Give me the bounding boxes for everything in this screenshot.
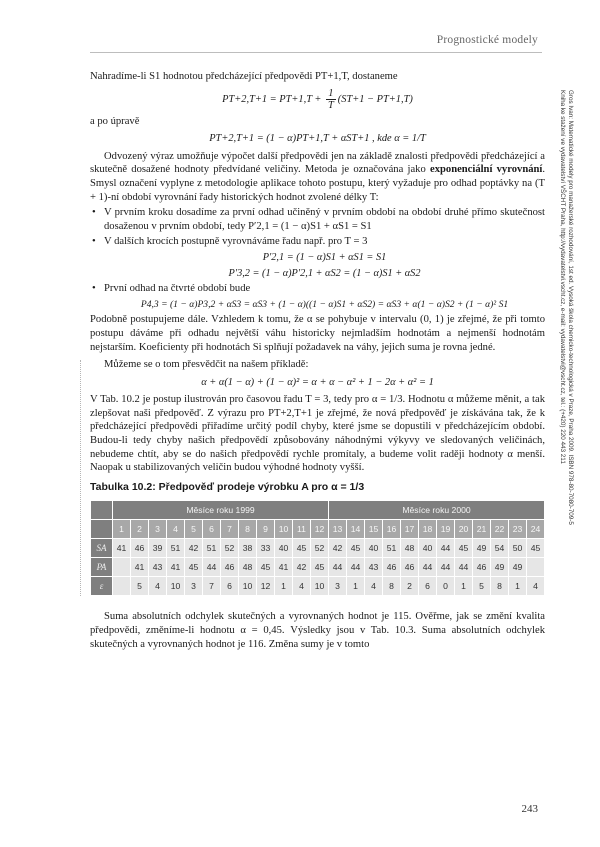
table-cell: 4 bbox=[365, 577, 383, 596]
table-cell: 44 bbox=[455, 558, 473, 577]
paragraph-3-b: . Smysl označení vyplyne z metodologie aplikace tohoto postupu, který vyžaduje pro odhad poptávky na (T + 1)-ní období vyrovnání řady historických hodnot zvolené délky T: bbox=[90, 164, 545, 203]
table-cell: 51 bbox=[383, 539, 401, 558]
table-cell: 44 bbox=[203, 558, 221, 577]
month-header: 24 bbox=[527, 520, 545, 539]
example-margin-line bbox=[80, 360, 81, 596]
table-cell: 51 bbox=[167, 539, 185, 558]
table-cell: 8 bbox=[491, 577, 509, 596]
table-cell: 45 bbox=[257, 558, 275, 577]
table-cell: 3 bbox=[329, 577, 347, 596]
table-cell: 4 bbox=[527, 577, 545, 596]
table-corner bbox=[91, 501, 113, 520]
table-cell: 40 bbox=[419, 539, 437, 558]
table-row bbox=[91, 558, 545, 577]
month-header: 16 bbox=[383, 520, 401, 539]
table-cell: 46 bbox=[131, 539, 149, 558]
sidebar-citation bbox=[560, 90, 590, 610]
month-header: 15 bbox=[365, 520, 383, 539]
table-cell: 41 bbox=[113, 539, 131, 558]
table-cell: 51 bbox=[203, 539, 221, 558]
bullet-item-2 bbox=[90, 235, 545, 280]
table-cell: 54 bbox=[491, 539, 509, 558]
paragraph-3-a: Odvozený výraz umožňuje výpočet další předpovědi jen na základě znalosti předpovědi předcházející a skutečně dosažené hodnoty předvídané veličiny. Metoda je označována jako bbox=[90, 150, 545, 176]
table-cell: 49 bbox=[491, 558, 509, 577]
equation-2: PT+2,T+1 = (1 − α)PT+1,T + αST+1 , kde α = 1/T bbox=[209, 133, 426, 145]
row-label: PA bbox=[91, 558, 113, 577]
forecast-table bbox=[90, 500, 545, 596]
equation-1 bbox=[90, 88, 545, 111]
table-cell: 46 bbox=[473, 558, 491, 577]
fraction-numerator: 1 bbox=[326, 88, 336, 100]
table-cell: 41 bbox=[131, 558, 149, 577]
month-header: 23 bbox=[509, 520, 527, 539]
month-header: 7 bbox=[221, 520, 239, 539]
table-cell: 49 bbox=[509, 558, 527, 577]
equation-3: P′2,1 = (1 − α)S1 + αS1 = S1 bbox=[262, 251, 387, 263]
table-cell: 45 bbox=[185, 558, 203, 577]
table-cell: 12 bbox=[257, 577, 275, 596]
table-cell: 39 bbox=[149, 539, 167, 558]
table-cell: 10 bbox=[239, 577, 257, 596]
month-header: 21 bbox=[473, 520, 491, 539]
table-cell bbox=[113, 577, 131, 596]
month-header: 14 bbox=[347, 520, 365, 539]
table-cell: 42 bbox=[329, 539, 347, 558]
citation-line-2: Kniha ke stažení ve vydavatelství VŠCHT Praha, http://vydavatelstvi.vscht.cz, e-mail: vydavatelstvi@vscht.cz, tel.: (+420) 220 443 211 bbox=[559, 90, 566, 464]
month-header: 18 bbox=[419, 520, 437, 539]
table-cell: 7 bbox=[203, 577, 221, 596]
table-cell: 6 bbox=[221, 577, 239, 596]
table-cell: 40 bbox=[365, 539, 383, 558]
example-section bbox=[90, 358, 545, 596]
table-cell: 33 bbox=[257, 539, 275, 558]
table-cell: 44 bbox=[437, 539, 455, 558]
month-header: 2 bbox=[131, 520, 149, 539]
month-header: 20 bbox=[455, 520, 473, 539]
month-header: 8 bbox=[239, 520, 257, 539]
row-label: ε bbox=[91, 577, 113, 596]
table-cell: 44 bbox=[329, 558, 347, 577]
table-cell: 46 bbox=[383, 558, 401, 577]
month-header: 22 bbox=[491, 520, 509, 539]
table-cell: 0 bbox=[437, 577, 455, 596]
table-title: Tabulka 10.2: Předpověď prodeje výrobku A pro α = 1/3 bbox=[90, 480, 365, 493]
table-cell bbox=[113, 558, 131, 577]
table-cell: 52 bbox=[311, 539, 329, 558]
table-cell: 45 bbox=[293, 539, 311, 558]
table-cell: 46 bbox=[221, 558, 239, 577]
table-cell: 52 bbox=[221, 539, 239, 558]
month-header: 19 bbox=[437, 520, 455, 539]
equation-1-right: (ST+1 − PT+1,T) bbox=[337, 93, 413, 105]
table-cell: 45 bbox=[455, 539, 473, 558]
header-rule bbox=[90, 52, 542, 53]
table-cell: 6 bbox=[419, 577, 437, 596]
table-cell: 1 bbox=[347, 577, 365, 596]
table-cell: 10 bbox=[311, 577, 329, 596]
table-cell: 5 bbox=[473, 577, 491, 596]
table-cell: 49 bbox=[473, 539, 491, 558]
table-cell: 50 bbox=[509, 539, 527, 558]
paragraph-3 bbox=[90, 150, 545, 204]
table-cell bbox=[527, 558, 545, 577]
table-row bbox=[91, 539, 545, 558]
table-cell: 45 bbox=[311, 558, 329, 577]
month-header: 9 bbox=[257, 520, 275, 539]
month-header: 5 bbox=[185, 520, 203, 539]
month-header: 6 bbox=[203, 520, 221, 539]
paragraph-2: a po úpravě bbox=[90, 115, 140, 127]
bullet-item-3-text: První odhad na čtvrté období bude bbox=[104, 283, 251, 295]
table-cell: 44 bbox=[419, 558, 437, 577]
table-cell: 4 bbox=[149, 577, 167, 596]
table-cell: 42 bbox=[293, 558, 311, 577]
table-cell: 41 bbox=[275, 558, 293, 577]
bullet-item-2-text: V dalších krocích postupně vyrovnáváme řadu např. pro T = 3 bbox=[104, 236, 368, 248]
table-cell: 45 bbox=[347, 539, 365, 558]
running-header: Prognostické modely bbox=[436, 34, 538, 46]
table-cell: 2 bbox=[401, 577, 419, 596]
paragraph-7: Suma absolutních odchylek skutečných a vyrovnaných hodnot je 115. Ověřme, jak se změní kvalita předpovědi, změníme-li hodnotu α = 0,45. Výsledky jsou v Tab. 10.3. Suma absolutních odchylek skutečných a vyrovnaných hodnot je 116. Změna sumy je v tomto bbox=[90, 611, 545, 650]
table-cell: 41 bbox=[167, 558, 185, 577]
table-cell: 40 bbox=[275, 539, 293, 558]
table-cell: 45 bbox=[527, 539, 545, 558]
table-cell: 1 bbox=[455, 577, 473, 596]
paragraph-4: Podobně postupujeme dále. Vzhledem k tomu, že α se pohybuje v intervalu (0, 1) je zřejmé, že při tomto postupu dáváme při odhadu největší váhu historicky nejmladším hodnotám a nejmenší hodnotám nejstarším. Koeficienty při hodnotách Si splňují požadavek na váhy, jejich suma je rovna jedné. bbox=[90, 314, 545, 353]
bullet-item-3 bbox=[90, 282, 545, 311]
page-number: 243 bbox=[521, 803, 538, 815]
table-cell: 5 bbox=[131, 577, 149, 596]
month-header: 1 bbox=[113, 520, 131, 539]
table-cell: 10 bbox=[167, 577, 185, 596]
fraction-denominator: T bbox=[328, 99, 334, 111]
table-corner-2 bbox=[91, 520, 113, 539]
paragraph-1: Nahradíme-li S1 hodnotou předcházející předpovědi PT+1,T, dostaneme bbox=[90, 71, 398, 82]
month-header: 10 bbox=[275, 520, 293, 539]
table-cell: 46 bbox=[401, 558, 419, 577]
table-header-months bbox=[91, 520, 545, 539]
page-body bbox=[90, 70, 545, 652]
month-header: 13 bbox=[329, 520, 347, 539]
year-1999-header: Měsíce roku 1999 bbox=[113, 501, 329, 520]
table-cell: 43 bbox=[149, 558, 167, 577]
table-cell: 44 bbox=[437, 558, 455, 577]
table-cell: 4 bbox=[293, 577, 311, 596]
table-row bbox=[91, 577, 545, 596]
month-header: 3 bbox=[149, 520, 167, 539]
table-cell: 8 bbox=[383, 577, 401, 596]
equation-5: P4,3 = (1 − α)P3,2 + αS3 = αS3 + (1 − α)((1 − α)S1 + αS2) = αS3 + α(1 − α)S2 + (1 − α)² S1 bbox=[140, 298, 509, 310]
paragraph-6: V Tab. 10.2 je postup ilustrován pro časovou řadu T = 3, tedy pro α = 1/3. Hodnotu α můžeme měnit, a tak zlepšovat naši předpověď. Z výrazu pro PT+2,T+1 je zřejmé, že nová předpověď je získávána tak, že k předcházející předpovědi přiřadíme určitý podíl chyby, které jsme se dopustili v předcházejícím období. Budou-li tedy chyby našich předpovědí způsobovány náhodnými výkyvy ve sledovaných veličinách, nebudeme chtít, aby se do našich předpovědí rychle promítaly, a budeme volit raději hodnoty α menší. Naopak u stabilizovaných veličin budou výhodné hodnoty vyšší. bbox=[90, 394, 545, 474]
table-cell: 48 bbox=[239, 558, 257, 577]
equation-6: α + α(1 − α) + (1 − α)² = α + α − α² + 1 − 2α + α² = 1 bbox=[201, 376, 434, 388]
table-cell: 1 bbox=[275, 577, 293, 596]
equation-4: P′3,2 = (1 − α)P′2,1 + αS2 = (1 − α)S1 + αS2 bbox=[228, 267, 421, 279]
table-cell: 3 bbox=[185, 577, 203, 596]
month-header: 17 bbox=[401, 520, 419, 539]
month-header: 12 bbox=[311, 520, 329, 539]
month-header: 11 bbox=[293, 520, 311, 539]
table-cell: 44 bbox=[347, 558, 365, 577]
paragraph-5: Můžeme se o tom přesvědčit na našem příkladě: bbox=[104, 359, 309, 371]
table-cell: 38 bbox=[239, 539, 257, 558]
year-2000-header: Měsíce roku 2000 bbox=[329, 501, 545, 520]
citation-line-1: Gros Ivan: Matematické modely pro manažerské rozhodování, 1st ed. Vysoká škola chemicko-technologická v Praze, Praha 2009. ISBN 978-80-7080-709-5 bbox=[567, 90, 574, 525]
table-cell: 43 bbox=[365, 558, 383, 577]
table-cell: 42 bbox=[185, 539, 203, 558]
row-label: SA bbox=[91, 539, 113, 558]
term-exponential-smoothing: exponenciální vyrovnání bbox=[430, 164, 543, 176]
bullet-list bbox=[90, 206, 545, 311]
table-cell: 1 bbox=[509, 577, 527, 596]
equation-1-fraction bbox=[326, 88, 336, 111]
equation-1-left: PT+2,T+1 = PT+1,T + bbox=[222, 93, 325, 105]
table-cell: 48 bbox=[401, 539, 419, 558]
table-header-years bbox=[91, 501, 545, 520]
month-header: 4 bbox=[167, 520, 185, 539]
bullet-item-1: • V prvním kroku dosadíme za první odhad učiněný v prvním období na období druhé přímo skutečnost dosaženou v prvním období, tedy P′2,1 = (1 − α)S1 + αS1 = S1 bbox=[90, 206, 545, 233]
